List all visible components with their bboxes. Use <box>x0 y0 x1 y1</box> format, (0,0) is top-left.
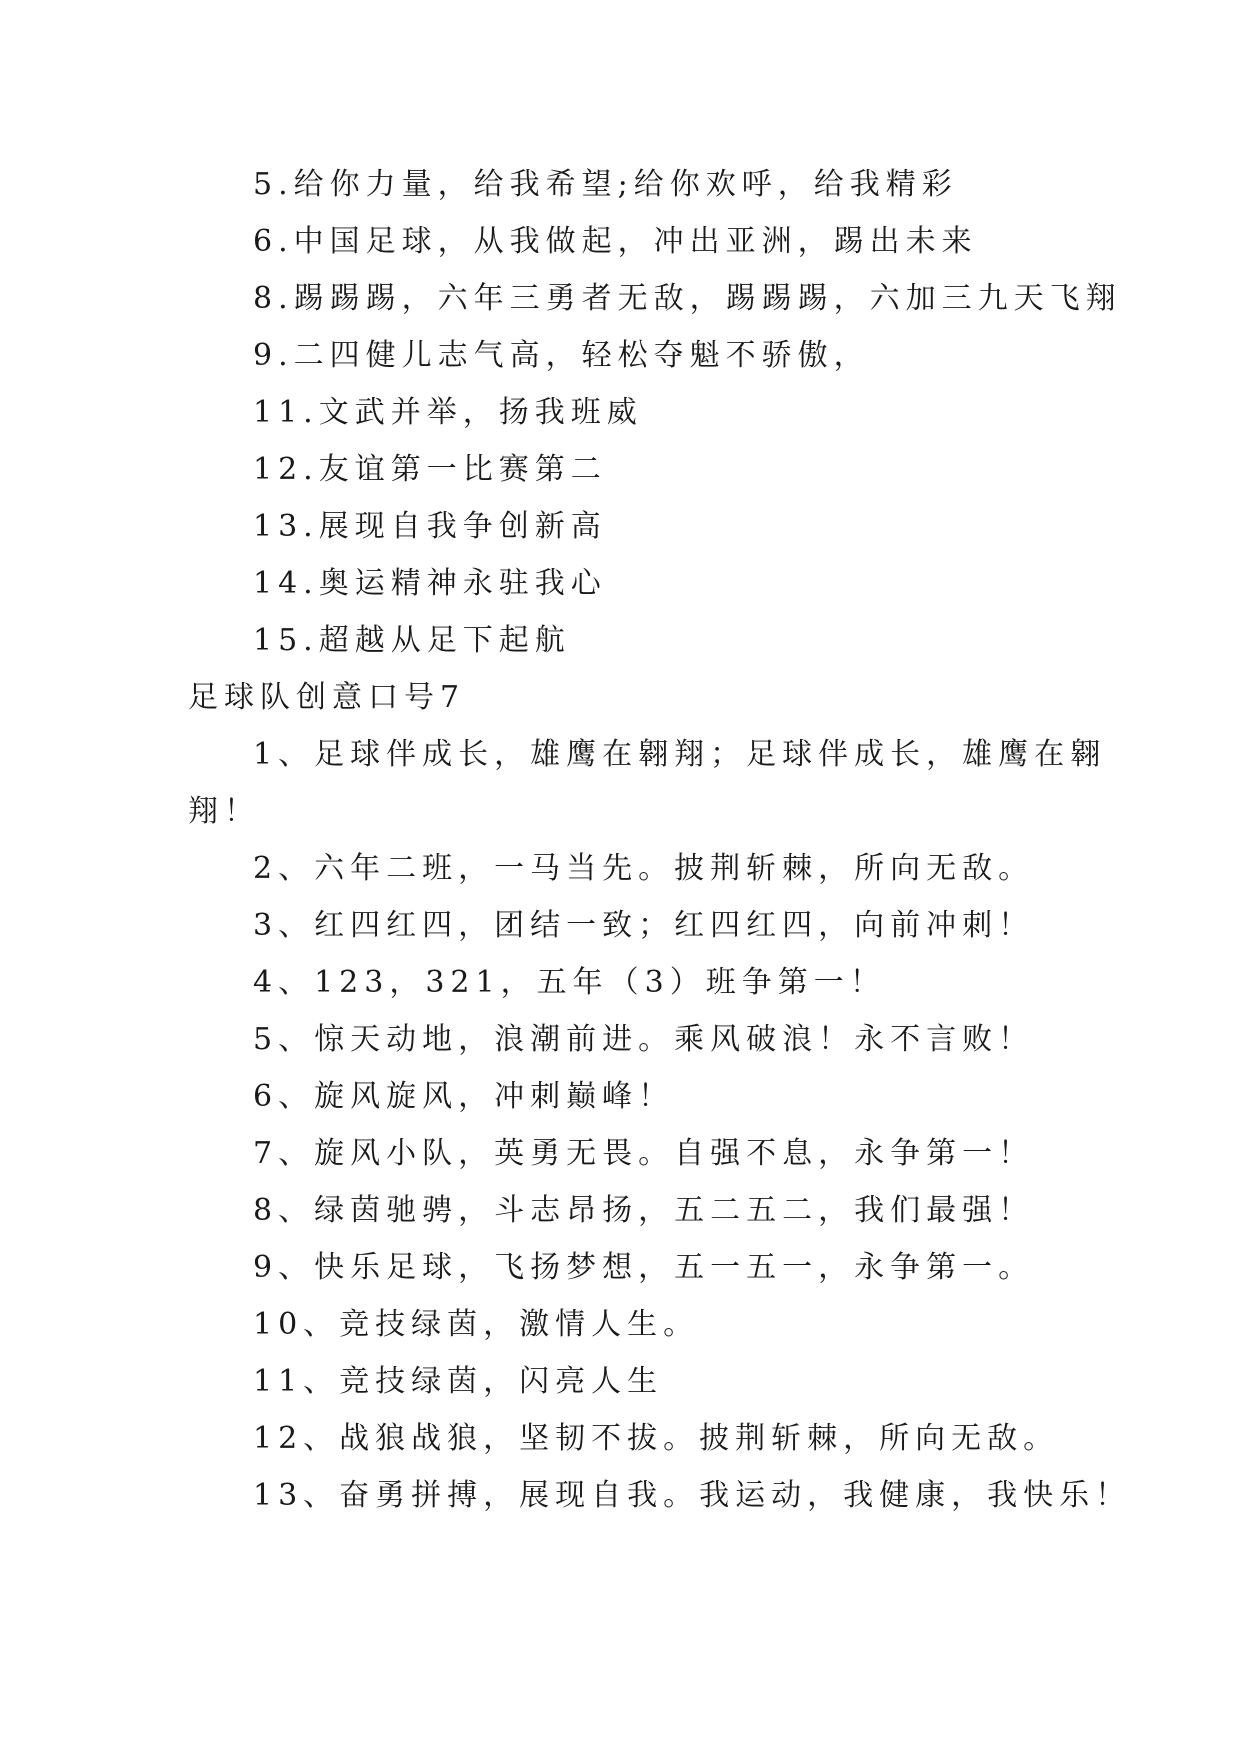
slogan-line: 13、奋勇拼搏，展现自我。我运动，我健康，我快乐！ <box>253 1478 1132 1513</box>
slogan-line: 2、六年二班，一马当先。披荆斩棘，所向无敌。 <box>253 851 1035 886</box>
slogan-line: 4、123，321，五年（3）班争第一！ <box>253 965 886 1000</box>
slogan-line: 9、快乐足球，飞扬梦想，五一五一，永争第一。 <box>253 1250 1035 1285</box>
slogan-line: 5、惊天动地，浪潮前进。乘风破浪！永不言败！ <box>253 1022 1035 1057</box>
slogan-line: 5.给你力量，给我希望;给你欢呼，给我精彩 <box>253 167 958 202</box>
slogan-line: 6.中国足球，从我做起，冲出亚洲，踢出未来 <box>253 224 978 259</box>
slogan-line: 3、红四红四，团结一致；红四红四，向前冲刺！ <box>253 908 1035 943</box>
slogan-line: 12.友谊第一比赛第二 <box>253 452 607 487</box>
slogan-line: 1、足球伴成长，雄鹰在翱翔；足球伴成长，雄鹰在翱 <box>253 737 1107 772</box>
slogan-line: 7、旋风小队，英勇无畏。自强不息，永争第一！ <box>253 1136 1035 1171</box>
slogan-line: 13.展现自我争创新高 <box>253 509 607 544</box>
section-heading: 足球队创意口号7 <box>188 680 466 715</box>
slogan-line: 11.文武并举，扬我班威 <box>253 395 643 430</box>
slogan-line: 6、旋风旋风，冲刺巅峰！ <box>253 1079 675 1114</box>
slogan-line: 9.二四健儿志气高，轻松夺魁不骄傲， <box>253 338 870 373</box>
slogan-line: 8.踢踢踢，六年三勇者无敌，踢踢踢，六加三九天飞翔 <box>253 281 1122 316</box>
slogan-line: 14.奥运精神永驻我心 <box>253 566 607 601</box>
slogan-line: 12、战狼战狼，坚韧不拔。披荆斩棘，所向无敌。 <box>253 1421 1060 1456</box>
slogan-line: 15.超越从足下起航 <box>253 623 571 658</box>
slogan-line: 8、绿茵驰骋，斗志昂扬，五二五二，我们最强！ <box>253 1193 1035 1228</box>
slogan-line: 11、竞技绿茵，闪亮人生 <box>253 1364 664 1399</box>
slogan-line: 10、竞技绿茵，激情人生。 <box>253 1307 700 1342</box>
slogan-line-continued: 翔！ <box>188 794 260 829</box>
